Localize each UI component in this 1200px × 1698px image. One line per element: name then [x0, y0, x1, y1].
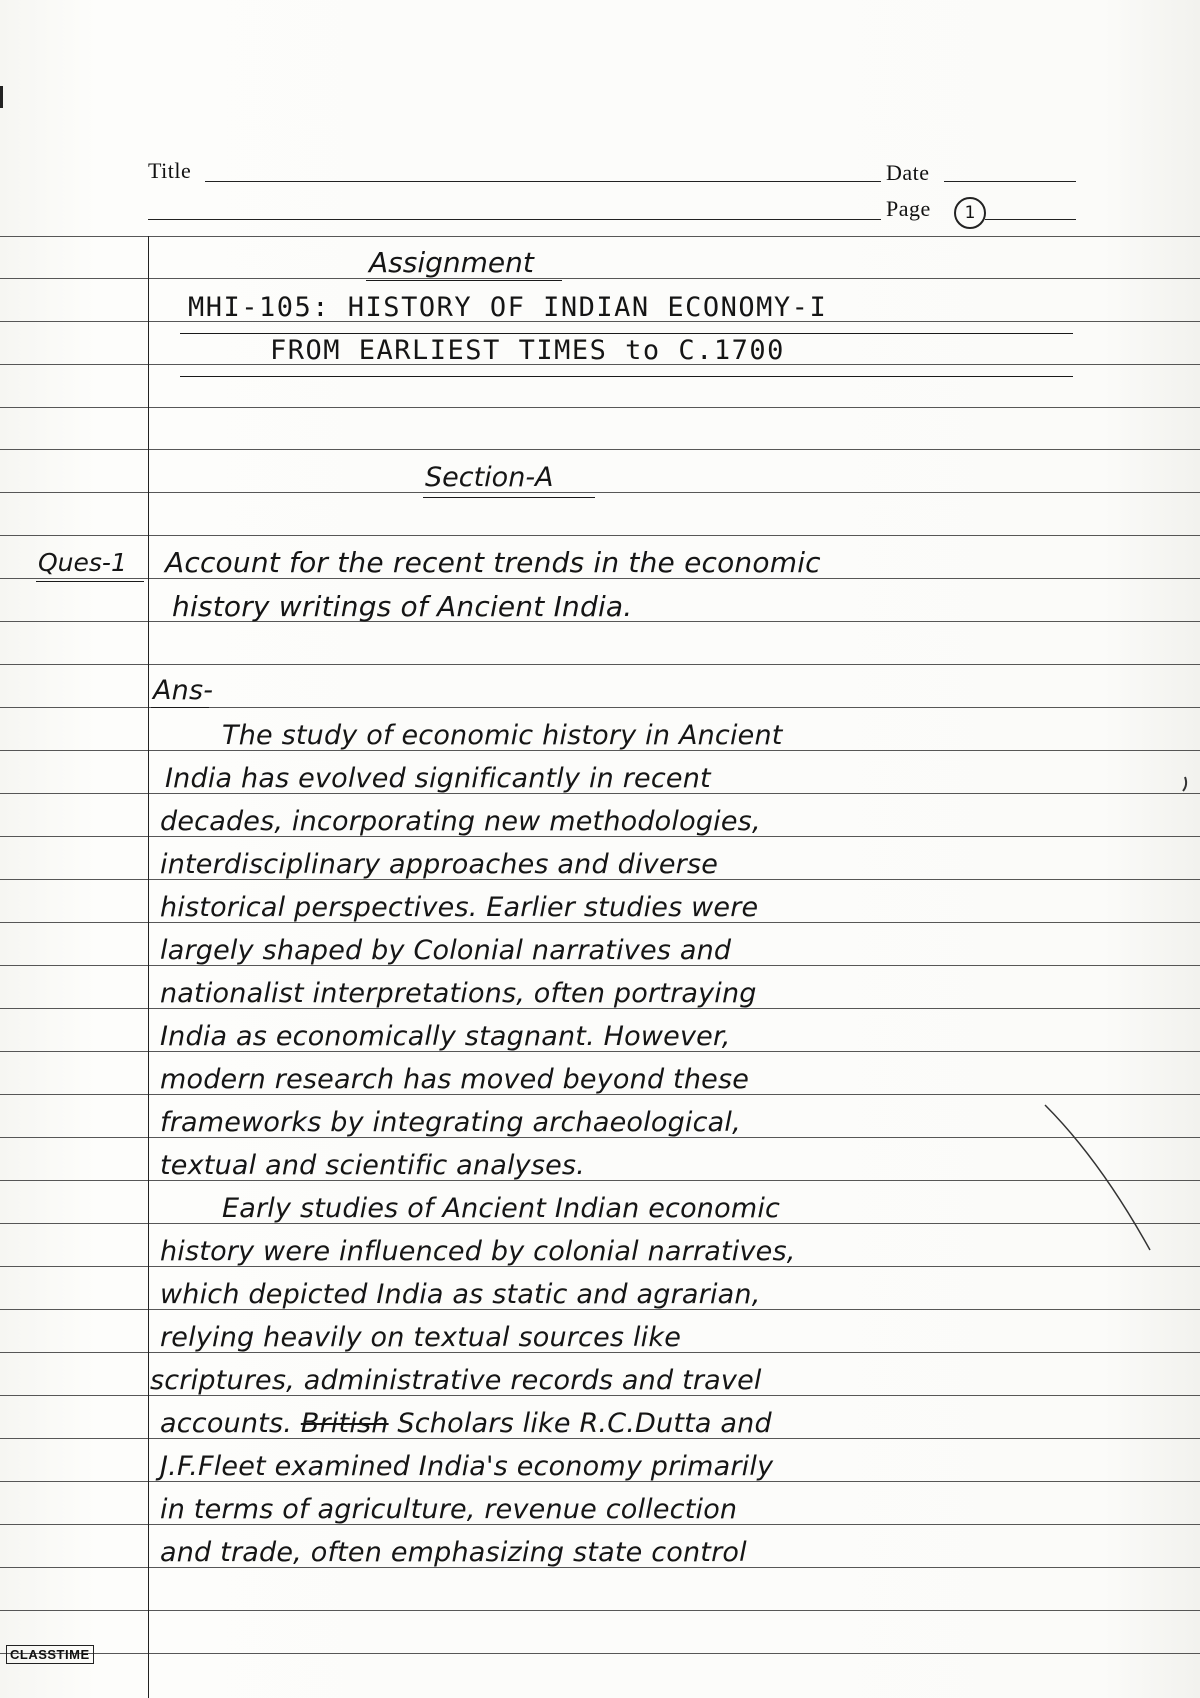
question-label: Ques-1 — [38, 548, 127, 577]
answer-line: historical perspectives. Earlier studies were — [160, 892, 759, 923]
answer-line: in terms of agriculture, revenue collection — [160, 1494, 738, 1525]
course-underline-1 — [180, 333, 1073, 334]
rule-line — [0, 236, 1200, 237]
question-label-underline — [36, 581, 144, 582]
answer-line: frameworks by integrating archaeological, — [160, 1107, 741, 1138]
answer-line: Early studies of Ancient Indian economic — [222, 1193, 781, 1224]
answer-line: decades, incorporating new methodologies, — [160, 806, 761, 837]
answer-line: nationalist interpretations, often portraying — [160, 978, 757, 1009]
rule-line — [0, 535, 1200, 536]
answer-line: India as economically stagnant. However, — [160, 1021, 731, 1052]
course-underline-2 — [180, 376, 1073, 377]
assignment-heading: Assignment — [369, 246, 534, 279]
answer-line-17-before: accounts. — [160, 1408, 293, 1439]
answer-line: which depicted India as static and agrarian, — [160, 1279, 761, 1310]
rule-line — [0, 1610, 1200, 1611]
question-line-1: Account for the recent trends in the economic — [165, 546, 821, 579]
comma-mark — [1180, 775, 1194, 795]
course-title-line-1: MHI-105: HISTORY OF INDIAN ECONOMY-I — [188, 292, 828, 323]
section-label: Section-A — [425, 462, 554, 493]
title-line — [205, 181, 881, 182]
pen-stroke-mark — [1040, 1100, 1160, 1260]
binding-mark — [0, 86, 3, 108]
struck-word: British — [300, 1408, 389, 1439]
margin-line — [148, 236, 149, 1698]
page-label: Page — [886, 196, 931, 221]
answer-line: scriptures, administrative records and travel — [150, 1365, 762, 1396]
answer-line: J.F.Fleet examined India's economy primarily — [160, 1451, 774, 1482]
rule-line — [0, 664, 1200, 665]
answer-line: modern research has moved beyond these — [160, 1064, 750, 1095]
answer-line-17-after: Scholars like R.C.Dutta and — [397, 1408, 772, 1439]
answer-label-underline — [151, 707, 209, 708]
answer-line: and trade, often emphasizing state control — [160, 1537, 747, 1568]
rule-line — [0, 449, 1200, 450]
comma-path — [1183, 777, 1186, 791]
question-line-2: history writings of Ancient India. — [172, 590, 633, 623]
rule-line — [0, 278, 1200, 279]
answer-line: relying heavily on textual sources like — [160, 1322, 682, 1353]
answer-line: India has evolved significantly in recent — [165, 763, 711, 794]
course-title-line-2: FROM EARLIEST TIMES to C.1700 — [270, 335, 785, 366]
rule-line — [0, 1653, 1200, 1654]
answer-line: textual and scientific analyses. — [160, 1150, 585, 1181]
date-label: Date — [886, 160, 930, 185]
answer-line: interdisciplinary approaches and diverse — [160, 849, 719, 880]
section-underline — [423, 497, 595, 498]
rule-line — [0, 492, 1200, 493]
rule-line — [0, 407, 1200, 408]
title-label: Title — [148, 158, 192, 183]
answer-label: Ans- — [153, 675, 214, 706]
pen-stroke-path — [1045, 1105, 1150, 1250]
answer-line: The study of economic history in Ancient — [222, 720, 783, 751]
date-line — [944, 181, 1076, 182]
page-line — [985, 219, 1076, 220]
answer-line-with-strike — [160, 1408, 772, 1439]
answer-line: history were influenced by colonial narratives, — [160, 1236, 796, 1267]
page-number: 1 — [954, 197, 986, 229]
notebook-brand: CLASSTIME — [6, 1645, 94, 1664]
heading-underline — [366, 280, 562, 281]
answer-line: largely shaped by Colonial narratives and — [160, 935, 732, 966]
title-line-2 — [148, 219, 881, 220]
